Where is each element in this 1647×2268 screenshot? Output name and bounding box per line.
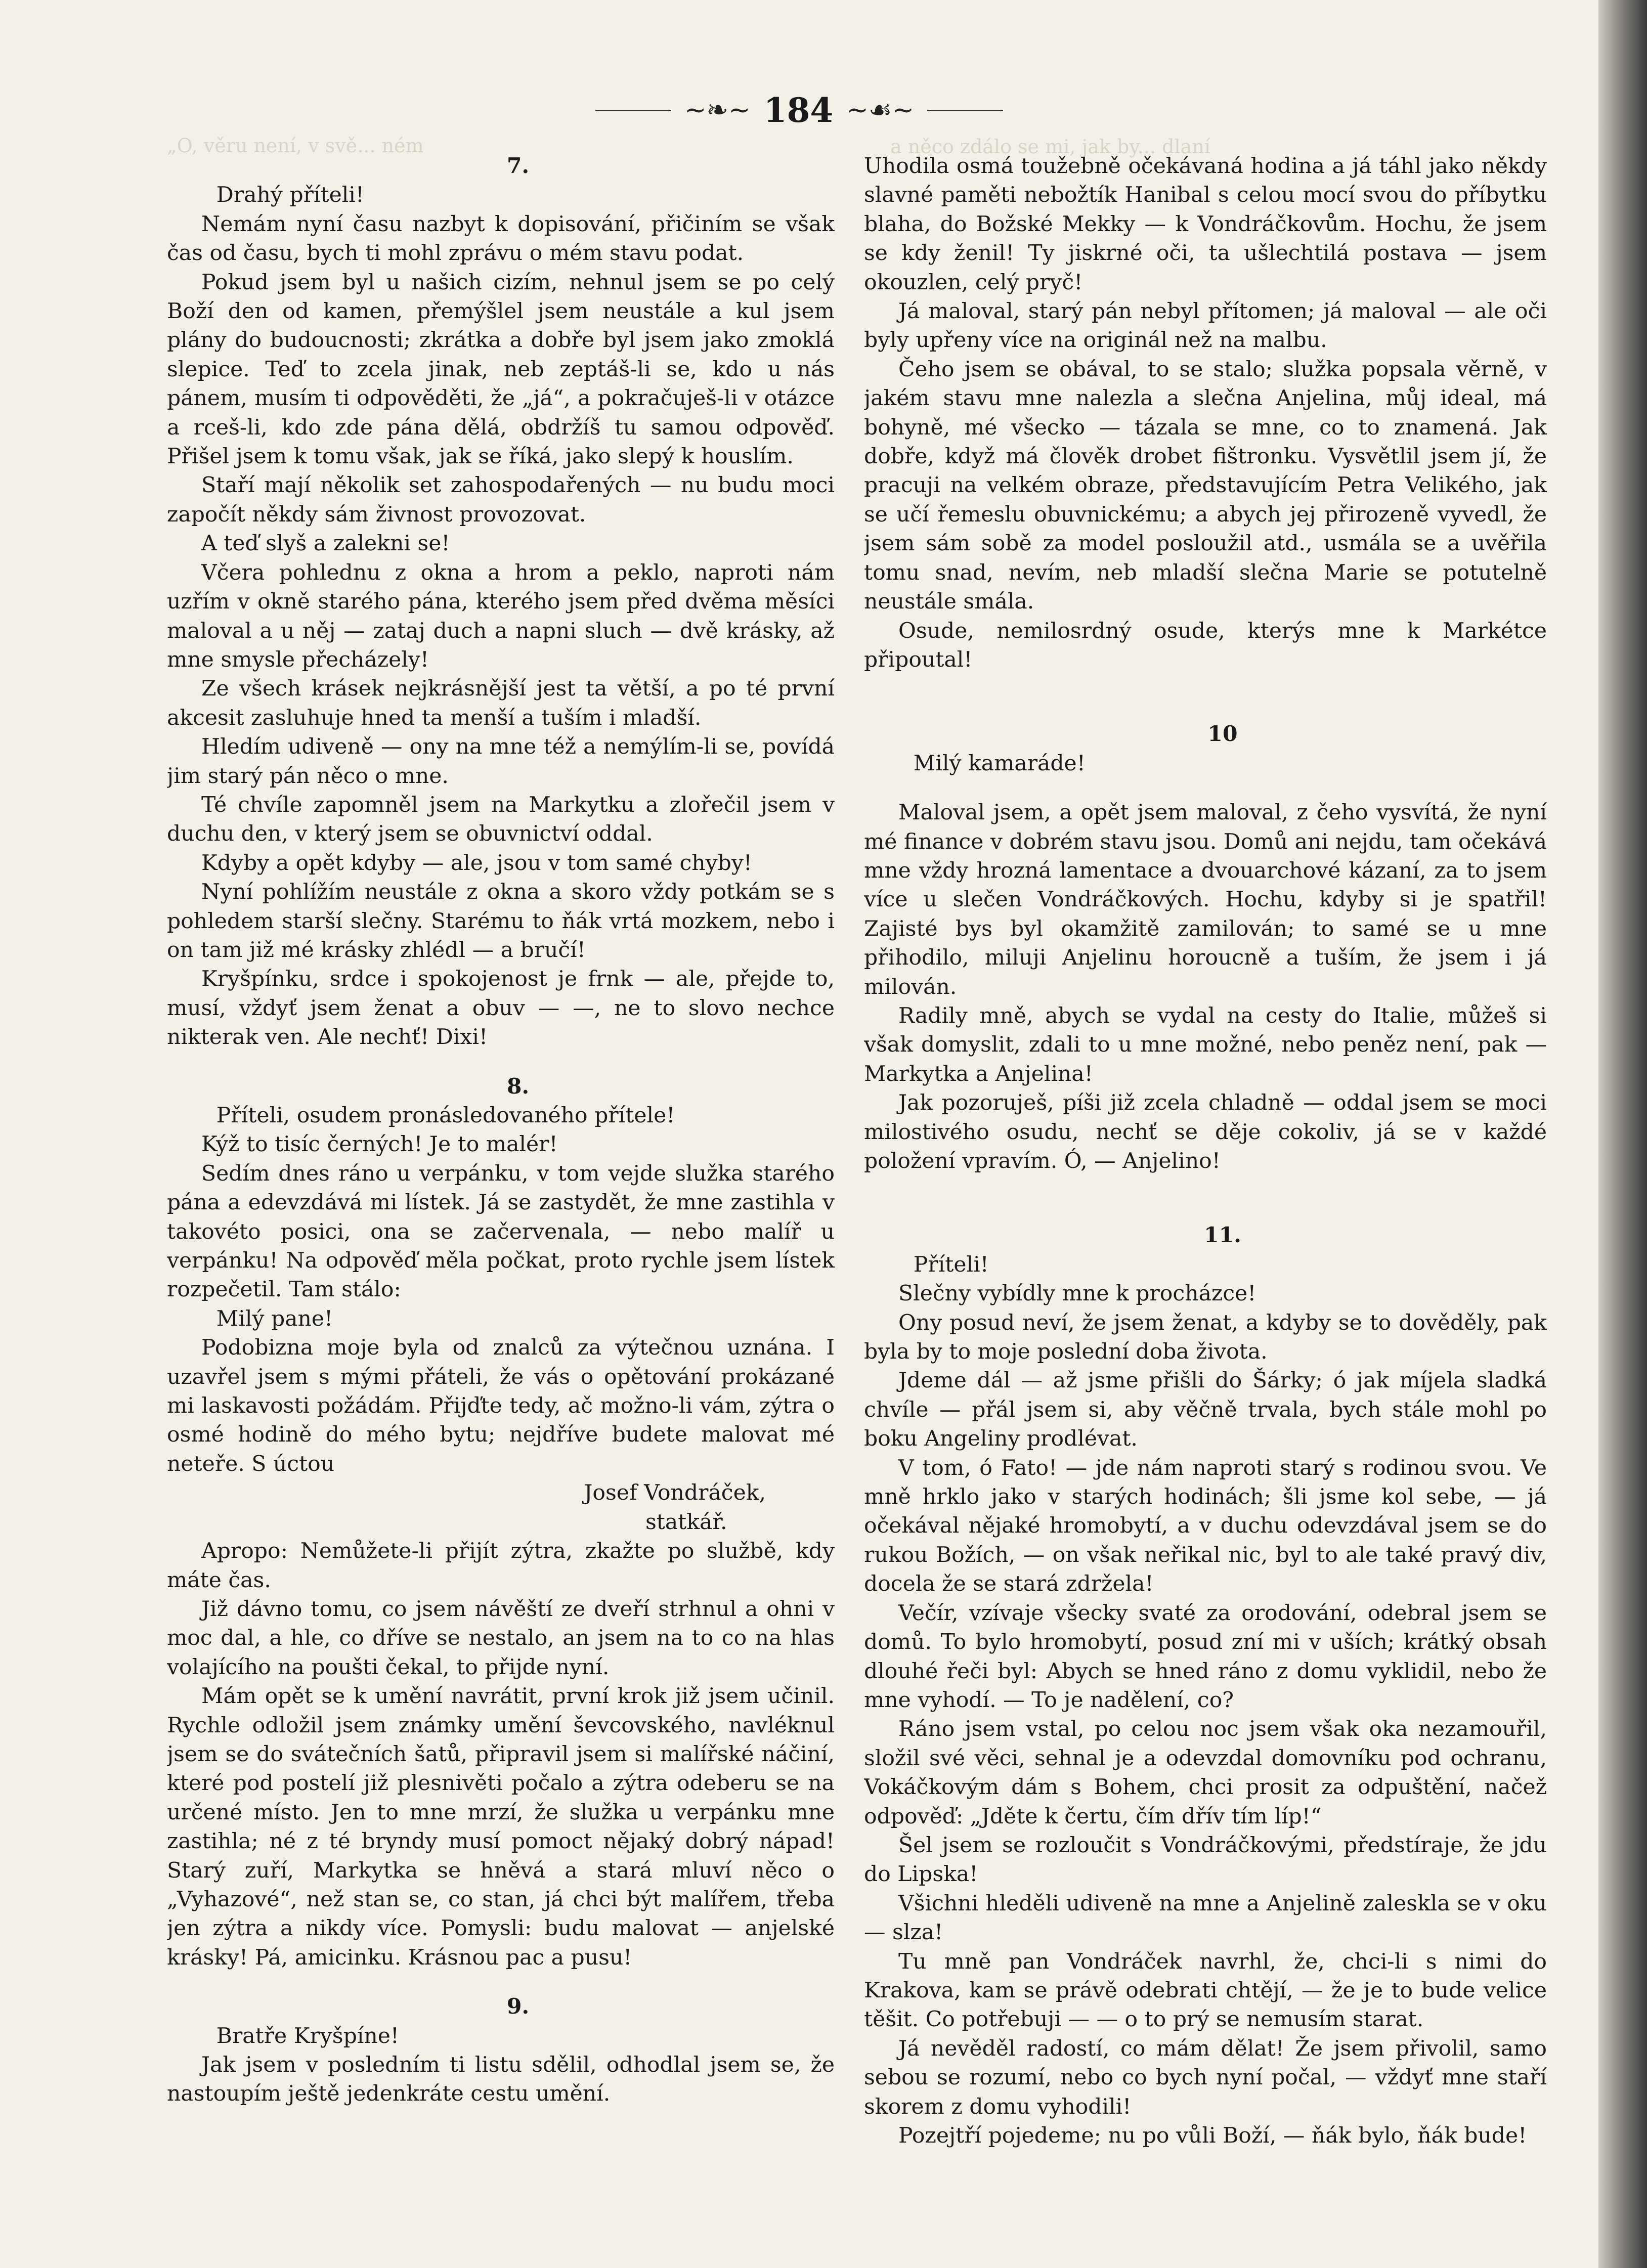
paragraph: Ráno jsem vstal, po celou noc jsem však oka nezamouřil, složil své věci, sehnal je a odevzdal domovníku pod ochranu, Vokáčkovým dám s Bohem, chci prosit za odpuštění, načež odpověď: „Jděte k čertu, čím dřív tím líp!“ — [864, 1717, 1547, 1829]
paragraph: Hledím udiveně — ony na mne též a nemýlím-li se, povídá jim starý pán něco o mne. — [167, 734, 835, 789]
paragraph: Jdeme dál — až jsme přišli do Šárky; ó jak míjela sladká chvíle — přál jsem si, aby věčně trvala, bych stále mohl po boku Angeliny prodlévat. — [864, 1368, 1547, 1452]
signature-title: statkář. — [645, 1509, 727, 1535]
left-column — [167, 152, 835, 2226]
letter-8-greeting: Příteli, osudem pronásledovaného přítele! — [216, 1103, 675, 1128]
paragraph: Maloval jsem, a opět jsem maloval, z čeho vysvítá, že nyní mé finance v dobrém stavu jsou. Domů ani nejdu, tam očekává mne vždy hrozná lamentace a dvouarchové kázaní, za to jsem více u slečen Vondráčkových. Hochu, kdyby si je spatřil! Zajisté bys byl okamžitě zamilován; to samé se u mne přihodilo, miluji Anjelinu horoucně a tuším, že jsem i já milován. — [864, 800, 1547, 999]
paragraph: Já nevěděl radostí, co mám dělat! Že jsem přivolil, samo sebou se rozumí, nebo co bych nyní počal, — vždyť mne staří skorem z domu vyhodili! — [864, 2036, 1547, 2119]
paragraph: Já maloval, starý pán nebyl přítomen; já maloval — ale oči byly upřeny více na originál než na malbu. — [864, 299, 1547, 353]
paragraph: Tu mně pan Vondráček navrhl, že, chci-li s nimi do Krakova, kam se právě odebrati chtějí, — že je to bude velice těšit. Co potřebuji — — o to prý se nemusím starat. — [864, 1949, 1547, 2032]
paragraph: Apropo: Nemůžete-li přijít zýtra, zkažte po službě, kdy máte čas. — [167, 1539, 835, 1593]
paragraph: Staří mají několik set zahospodařených — nu budu moci započít někdy sám živnost provozovat. — [167, 473, 835, 527]
paragraph: Osude, nemilosrdný osude, kterýs mne k Markétce připoutal! — [864, 618, 1547, 672]
paragraph: Všichni hleděli udiveně na mne a Anjelině zaleskla se v oku — slza! — [864, 1891, 1547, 1945]
page-header — [0, 85, 1598, 136]
paragraph: Včera pohlednu z okna a hrom a peklo, naproti nám uzřím v okně starého pána, kterého jsem před dvěma měsíci maloval a u něj — zataj duch a napni sluch — dvě krásky, až mne smysle přecházely! — [167, 560, 835, 672]
paragraph: Jak jsem v posledním ti listu sdělil, odhodlal jsem se, že nastoupím ještě jedenkráte cestu umění. — [167, 2053, 835, 2107]
paragraph: Radily mně, abych se vydal na cesty do Italie, můžeš si však domyslit, zdali to u mne možné, nebo peněz není, pak — Markytka a Anjelina! — [864, 1003, 1547, 1086]
paragraph: Pozejtří pojedeme; nu po vůli Boží, — ňák bylo, ňák bude! — [898, 2123, 1527, 2148]
paragraph: Kýž to tisíc černých! Je to malér! — [201, 1132, 558, 1157]
paragraph: Večír, vzívaje všecky svaté za orodování, odebral jsem se domů. To bylo hromobytí, posud zní mi v uších; krátký obsah dlouhé řeči byl: Abych se hned ráno z domu vyklidil, nebo že mne vyhodí. — To je nadělení, co? — [864, 1600, 1547, 1713]
paragraph: Pokud jsem byl u našich cizím, nehnul jsem se po celý Boží den od kamen, přemýšlel jsem neustále a kul jsem plány do budoucnosti; zkrátka a dobře byl jsem jako zmoklá slepice. Teď to zcela jinak, neb zeptáš-li se, kdo u nás pánem, musím ti odpověděti, že „já“, a pokračuješ-li v otázce a rceš-li, kdo zde pána dělá, obdržíš tu samou odpověď. Přišel jsem k tomu však, jak se říká, jako slepý k houslím. — [167, 270, 835, 469]
paragraph: Šel jsem se rozloučit s Vondráčkovými, předstíraje, že jdu do Lipska! — [864, 1833, 1547, 1887]
paragraph: Mám opět se k umění navrátit, první krok již jsem učinil. Rychle odložil jsem známky umění ševcovského, navléknul jsem se do svátečních šatů, připravil jsem si malířské náčiní, které pod postelí již plesnivěti počalo a zýtra odeberu se na určené místo. Jen to mne mrzí, že služka u verpánku mne zastihla; né z té bryndy musí pomoct nějaký dobrý nápad! Starý zuří, Markytka se hněvá a stará mluví něco o „Vyhazové“, než stan se, co stan, já chci být malířem, třeba jen zýtra a nikdy více. Pomysli: budu malovat — anjelské krásky! Pá, amicinku. Krásnou pac a pusu! — [167, 1684, 835, 1970]
right-column — [864, 152, 1547, 2226]
ornament-right-icon: ~☙~ — [846, 95, 915, 125]
paragraph: Kryšpínku, srdce i spokojenost je frnk — ale, přejde to, musí, vždyť jsem ženat a obuv — —, ne to slovo nechce nikterak ven. Ale nechť! Dixi! — [167, 967, 835, 1050]
ornament-left-icon: ~❧~ — [684, 95, 751, 125]
paragraph: Slečny vybídly mne k procházce! — [898, 1281, 1256, 1306]
letter-11-number: 11. — [1204, 1223, 1241, 1248]
paragraph: Uhodila osmá toužebně očekávaná hodina a já táhl jako někdy slavné paměti nebožtík Hanibal s celou mocí svou do příbytku blaha, do Božské Mekky — k Vondráčkovům. Hochu, že jsem se kdy ženil! Ty jiskrné oči, ta ušlechtilá postava — jsem okouzlen, celý pryč! — [864, 154, 1547, 295]
show-through-text: „O, věru není, v svě... ném — [167, 135, 424, 157]
paragraph: Podobizna moje byla od znalců za výtečnou uznána. I uzavřel jsem s mými přáteli, že vás o opětování prokázané mi laskavosti požádám. Přijďte tedy, ač možno-li vám, zýtra o osmé hodině do mého bytu; nejdříve budete malovat mé neteře. S úctou — [167, 1335, 835, 1476]
paragraph: V tom, ó Fato! — jde nám naproti starý s rodinou svou. Ve mně hrklo jako v starých hodinách; šli jsme kol sebe, — já očekával nějaké hromobytí, a v duchu odevzdával jsem se do rukou Božích, — on však neřikal nic, byl to ale také pravý div, docela že se stará zdržela! — [864, 1455, 1547, 1597]
show-through-text: a něco zdálo se mi, jak by... dlaní — [890, 136, 1210, 158]
paragraph: Ony posud neví, že jsem ženat, a kdyby se to dověděly, pak byla by to moje poslední doba života. — [864, 1310, 1547, 1365]
paragraph: Jak pozoruješ, píši již zcela chladně — oddal jsem se moci milostivého osudu, nechť se děje cokoliv, já se v každé položení vpravím. Ó, — Anjelino! — [864, 1091, 1547, 1173]
letter-11-greeting: Příteli! — [913, 1252, 989, 1277]
paragraph: Sedím dnes ráno u verpánku, v tom vejde služka starého pána a edevzdává mi lístek. Já se zastydět, že mne zastihla v takovéto posici, ona se začervenala, — nebo malíř u verpánku! Na odpověď měla počkat, proto rychle jsem lístek rozpečetil. Tam stálo: — [167, 1161, 835, 1302]
paragraph: A teď slyš a zalekni se! — [201, 531, 450, 556]
letter-10-greeting: Milý kamaráde! — [913, 751, 1086, 776]
letter-10-number: 10 — [1207, 721, 1238, 747]
signature-name: Josef Vondráček, — [584, 1480, 766, 1506]
paragraph: Té chvíle zapomněl jsem na Markytku a zlořečil jsem v duchu den, v který jsem se obuvnictví oddal. — [167, 792, 835, 847]
paragraph: Již dávno tomu, co jsem návěští ze dveří strhnul a ohni v moc dal, a hle, co dříve se nestalo, an jsem na to co na hlas volajícího na poušti čekal, to přijde nyní. — [167, 1596, 835, 1680]
letter-9-greeting: Bratře Kryšpíne! — [216, 2023, 399, 2048]
page-edge-shadow — [1598, 0, 1647, 2268]
paragraph: Ze všech krásek nejkrásnější jest ta větší, a po té první akcesit zasluhuje hned ta menší a tuším i mladší. — [167, 676, 835, 730]
note-salutation: Milý pane! — [216, 1306, 333, 1331]
paragraph: Nyní pohlížím neustále z okna a skoro vždy potkám se s pohledem starší slečny. Starému to ňák vrtá mozkem, nebo i on tam již mé krásky zhlédl — a bručí! — [167, 880, 835, 963]
header-rule-right — [927, 110, 1003, 111]
header-rule-left — [595, 110, 671, 111]
letter-7-number: 7. — [506, 153, 530, 179]
paragraph: Čeho jsem se obával, to se stalo; služka popsala věrně, v jakém stavu mne nalezla a slečna Anjelina, můj ideal, má bohyně, mé všecko — tázala se mne, co to znamená. Jak dobře, když má člověk drobet fištronku. Vysvětlil jsem jí, že pracuji na velkém obraze, představujícím Petra Velikého, jak se učí řemeslu obuvnickému; a abych jej přirozeně vyvedl, že jsem sám sobě za model posloužil atd., usmála se a uvěřila tomu snad, nevím, neb mladší slečna Marie se potutelně neustále smála. — [864, 357, 1547, 615]
letter-9-number: 9. — [506, 1994, 530, 2020]
paragraph: Kdyby a opět kdyby — ale, jsou v tom samé chyby! — [201, 850, 752, 876]
letter-7-greeting: Drahý příteli! — [216, 183, 364, 208]
paragraph: Nemám nyní času nazbyt k dopisování, přičiním se však čas od času, bych ti mohl zprávu o mém stavu podat. — [167, 211, 835, 266]
letter-8-number: 8. — [506, 1073, 530, 1099]
page-number: 184 — [763, 91, 834, 130]
